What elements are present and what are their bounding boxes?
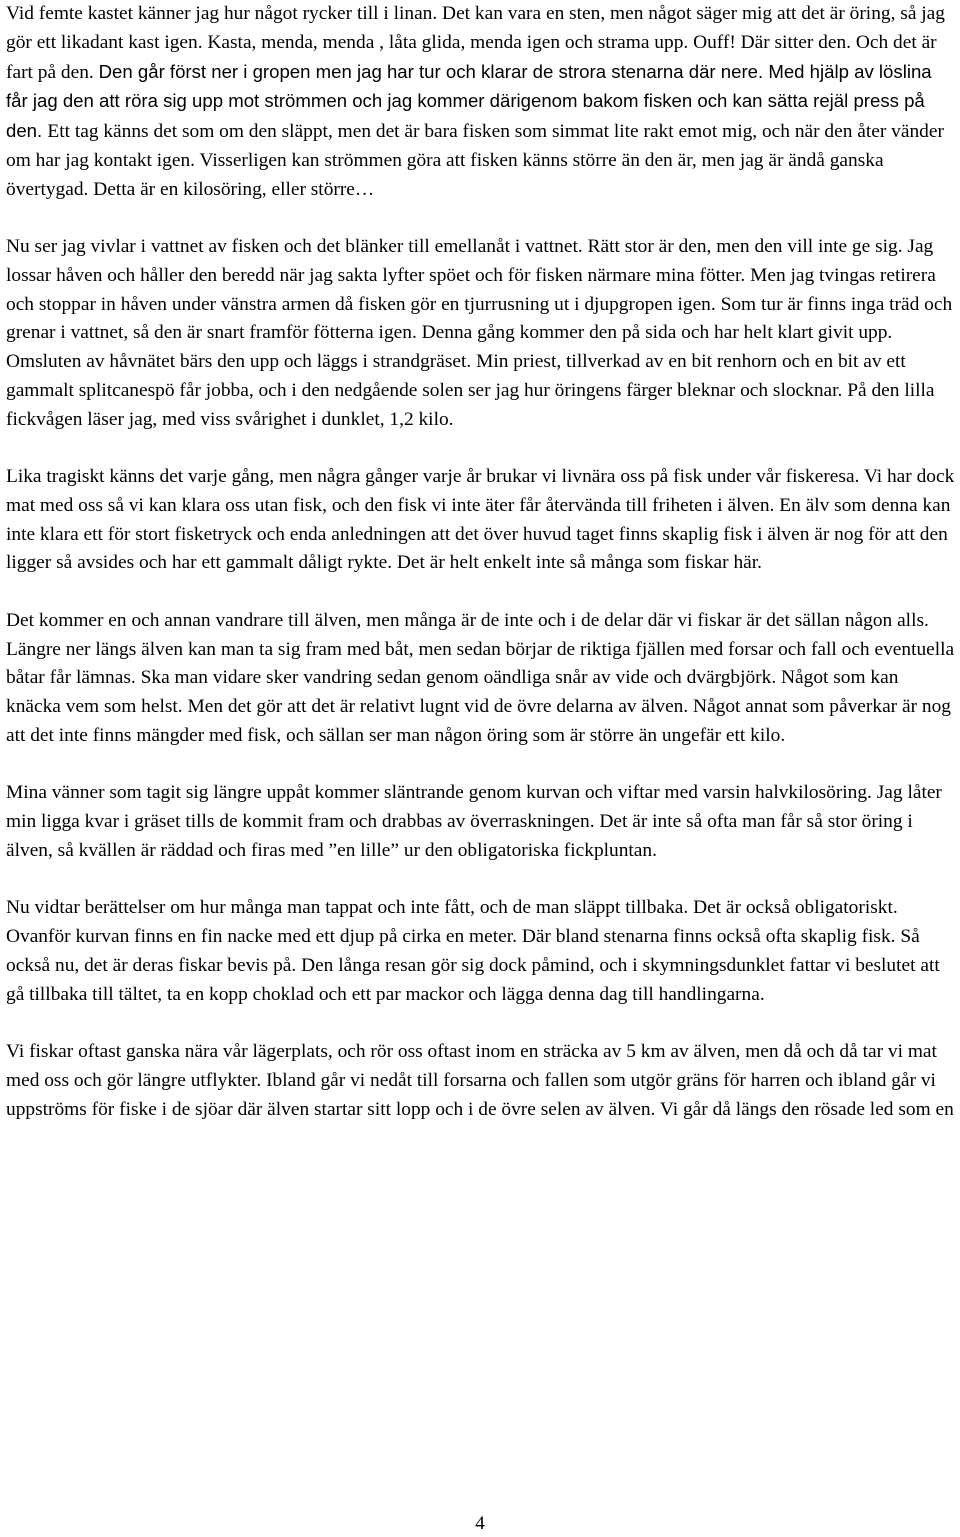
paragraph-4: [6, 607, 958, 751]
paragraph-7: [6, 1038, 958, 1124]
paragraph-1-segment-2: Den går först ner i gropen men jag har tur och klarar de strora stenarna där nere. Med hjälp av löslina får jag den att röra sig upp mot strömmen och jag kommer därigenom bakom fisken och kan sätta rejäl press på den.: [6, 60, 932, 141]
paragraph-3: [6, 463, 958, 578]
paragraph-7-text: Vi fiskar oftast ganska nära vår lägerplats, och rör oss oftast inom en sträcka av 5 km av älven, men då och då tar vi mat med oss och gör längre utflykter. Ibland går vi nedåt till forsarna och fallen som utgör gräns för harren och ibland går vi uppströms för fiske i de sjöar där älven startar sitt lopp och i de övre selen av älven. Vi går då längs den rösade led som en: [6, 1041, 954, 1120]
paragraph-2: [6, 233, 958, 434]
paragraph-5: [6, 779, 958, 865]
document-body: [6, 0, 958, 1124]
paragraph-6-text: Nu vidtar berättelser om hur många man tappat och inte fått, och de man släppt tillbaka. Det är också obligatoriskt. Ovanför kurvan finns en fin nacke med ett djup på cirka en meter. Där bland stenarna finns också ofta skaplig fisk. Så också nu, det är deras fiskar bevis på. Den långa resan gör sig dock påmind, och i skymningsdunklet fattar vi beslutet att gå tillbaka till tältet, ta en kopp choklad och ett par mackor och lägga denna dag till handlingarna.: [6, 897, 940, 1005]
paragraph-2-text: Nu ser jag vivlar i vattnet av fisken och det blänker till emellanåt i vattnet. Rätt stor är den, men den vill inte ge sig. Jag lossar håven och håller den beredd när jag sakta lyfter spöet och för fisken närmare mina fötter. Men jag tvingas retirera och stoppar in håven under vänstra armen då fisken gör en tjurrusning ut i djupgropen igen. Som tur är finns inga träd och grenar i vattnet, så den är snart framför fötterna igen. Denna gång kommer den på sida och har helt klart givit upp. Omsluten av håvnätet bärs den upp och läggs i strandgräset. Min priest, tillverkad av en bit renhorn och en bit av ett gammalt splitcanespö får jobba, och i den nedgående solen ser jag hur öringens färger bleknar och slocknar. På den lilla fickvågen läser jag, med viss svårighet i dunklet, 1,2 kilo.: [6, 236, 953, 430]
paragraph-6: [6, 894, 958, 1009]
paragraph-5-text: Mina vänner som tagit sig längre uppåt kommer släntrande genom kurvan och viftar med varsin halvkilosöring. Jag låter min ligga kvar i gräset tills de kommit fram och drabbas av överraskningen. Det är inte så ofta man får så stor öring i älven, så kvällen är räddad och firas med ”en lille” ur den obligatoriska fickpluntan.: [6, 782, 942, 861]
paragraph-3-text: Lika tragiskt känns det varje gång, men några gånger varje år brukar vi livnära oss på fisk under vår fiskeresa. Vi har dock mat med oss så vi kan klara oss utan fisk, och den fisk vi inte äter får återvända till friheten i älven. En älv som denna kan inte klara ett för stort fisketryck och enda anledningen att det över huvud taget finns skaplig fisk i älven är nog för att den ligger så avsides och har ett gammalt dåligt rykte. Det är helt enkelt inte så många som fiskar här.: [6, 466, 955, 574]
paragraph-4-text: Det kommer en och annan vandrare till älven, men många är de inte och i de delar där vi fiskar är det sällan någon alls. Längre ner längs älven kan man ta sig fram med båt, men sedan börjar de riktiga fjällen med forsar och fall och eventuella båtar får lämnas. Ska man vidare sker vandring sedan genom oändliga snår av vide och dvärgbjörk. Något som kan knäcka vem som helst. Men det gör att det är relativt lugnt vid de övre delarna av älven. Något annat som påverkar är nog att det inte finns mängder med fisk, och sällan ser man någon öring som är större än ungefär ett kilo.: [6, 609, 955, 746]
paragraph-1: [6, 0, 958, 204]
paragraph-1-segment-3: Ett tag känns det som om den släppt, men det är bara fisken som simmat lite rakt emot mig, och när den åter vänder om har jag kontakt igen. Visserligen kan strömmen göra att fisken känns större än den är, men jag är ändå ganska övertygad. Detta är en kilosöring, eller större…: [6, 121, 944, 200]
page-number: 4: [475, 1513, 485, 1534]
paragraph-1-segment-1: Vid femte kastet känner jag hur något rycker till i linan. Det kan vara en sten, men något säger mig att det är öring, så jag gör ett likadant kast igen. Kasta, menda, menda , låta glida, menda igen och strama upp. Ouff! Där sitter den. Och det är fart på den.: [6, 3, 945, 83]
